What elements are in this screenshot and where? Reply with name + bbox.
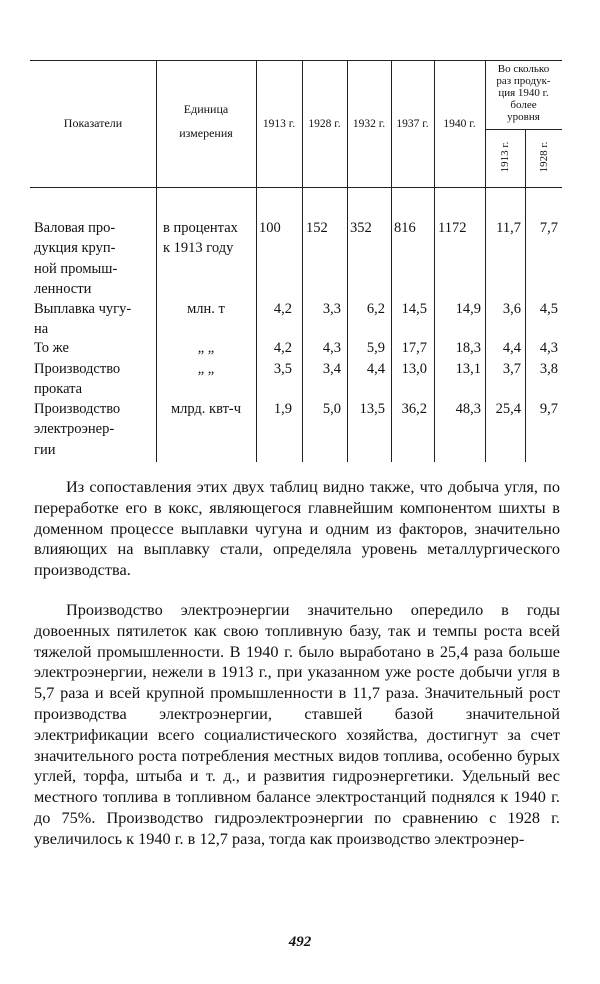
table-cell: 14,5 xyxy=(401,301,427,317)
table-cell: 352 xyxy=(350,220,372,236)
header-times-line: Во сколько xyxy=(497,63,550,75)
header-times-line: более xyxy=(510,99,537,111)
table-cell: 4,4 xyxy=(366,361,385,377)
table-cell: 9,7 xyxy=(539,401,558,417)
row-label-line: ной промыш- xyxy=(34,260,118,277)
table-cell: 14,9 xyxy=(455,301,481,317)
statistics-table xyxy=(30,60,562,462)
paragraph xyxy=(34,600,560,850)
table-cell: 3,4 xyxy=(322,361,341,377)
table-header-rule xyxy=(30,187,562,188)
row-label-line: ленности xyxy=(34,280,92,297)
row-unit: к 1913 году xyxy=(163,240,234,257)
page-number: 492 xyxy=(288,934,312,950)
row-unit: млрд. квт-ч xyxy=(170,401,242,417)
header-year: 1937 г. xyxy=(396,118,429,130)
header-year: 1932 г. xyxy=(352,118,386,130)
header-year: 1913 г. xyxy=(262,118,296,130)
header-year: 1940 г. xyxy=(443,118,476,130)
table-cell: 13,5 xyxy=(359,401,385,417)
header-times-line: ция 1940 г. xyxy=(498,87,549,99)
row-unit: в процентах xyxy=(163,220,238,236)
table-cell: 13,1 xyxy=(455,361,481,377)
row-unit: млн. т xyxy=(187,301,225,317)
times-group-rule xyxy=(485,129,562,130)
header-unit-line1: Единица xyxy=(183,102,229,116)
row-label-line: электроэнер- xyxy=(34,421,115,438)
table-cell: 100 xyxy=(259,220,281,236)
table-cell: 1172 xyxy=(438,220,467,236)
row-unit: „ „ xyxy=(197,361,215,377)
table-cell: 5,9 xyxy=(366,340,385,356)
header-times-line: раз продук- xyxy=(496,75,551,87)
row-label-line: Производство xyxy=(34,401,121,417)
table-cell: 4,2 xyxy=(273,301,292,317)
table-cell: 25,4 xyxy=(495,401,521,417)
row-label-line: гии xyxy=(34,441,56,458)
table-cell: 4,2 xyxy=(273,340,292,356)
table-cell: 3,8 xyxy=(539,361,558,377)
header-year: 1928 г. xyxy=(308,118,341,130)
table-cell: 4,4 xyxy=(502,340,521,356)
header-times-1928: 1928 г. xyxy=(538,141,550,173)
row-label-line: на xyxy=(34,321,49,338)
table-cell: 3,5 xyxy=(273,361,292,377)
header-times-line: уровня xyxy=(507,111,540,123)
table-cell: 152 xyxy=(306,220,328,236)
table-cell: 7,7 xyxy=(539,220,558,236)
table-cell: 5,0 xyxy=(322,401,341,417)
table-cell: 1,9 xyxy=(273,401,292,417)
paragraph xyxy=(34,477,560,581)
header-indicator: Показатели xyxy=(63,116,123,130)
col-divider xyxy=(525,129,526,462)
table-cell: 4,5 xyxy=(539,301,558,317)
row-label-line: дукция круп- xyxy=(34,240,116,257)
paragraph-text: Производство электроэнергии значительно опередило в годы довоенных пятилеток как свою топливную базу, так и темпы роста всей тяжелой промышленности. В 1940 г. было выработано в 25,4 раза больше электроэнергии, нежели в 1913 г., при указанном уже росте добычи угля в 5,7 раза и всей крупной промышленности в 11,7 раза. Значительный рост производства электроэнергии, ставшей базой значительной электрификации всего социалистического хозяйства, достигнут за счет значительного роста потребления местных видов топлива, особенно бурых углей, торфа, штыба и т. д., и развития гидроэнергетики. Удельный вес местного топлива в топливном балансе электростанций поднялся к 1940 г. до 75%. Производство гидроэлектроэнергии по сравнению с 1928 г. увеличилось к 1940 г. в 12,7 раза, тогда как производство электроэнер- xyxy=(34,600,560,848)
row-unit: „ „ xyxy=(197,340,215,356)
table-cell: 13,0 xyxy=(401,361,427,377)
table-cell: 3,7 xyxy=(502,361,521,377)
table-top-rule xyxy=(30,60,562,61)
table-cell: 11,7 xyxy=(496,220,521,236)
table-cell: 4,3 xyxy=(539,340,558,356)
row-label-line: То же xyxy=(34,340,69,356)
header-unit-line2: измерения xyxy=(179,126,233,140)
table-cell: 36,2 xyxy=(401,401,427,417)
table-cell: 3,3 xyxy=(322,301,341,317)
row-label-line: Производство xyxy=(34,361,121,377)
table-cell: 4,3 xyxy=(322,340,341,356)
table-cell: 48,3 xyxy=(455,401,481,417)
table-cell: 816 xyxy=(394,220,416,236)
table-cell: 18,3 xyxy=(455,340,481,356)
table-cell: 17,7 xyxy=(401,340,427,356)
table-cell: 6,2 xyxy=(366,301,385,317)
table-cell: 3,6 xyxy=(502,301,521,317)
row-label-line: Выплавка чугу- xyxy=(34,301,132,317)
paragraph-text: Из сопоставления этих двух таблиц видно также, что добыча угля, по переработке его в кокс, являющегося главнейшим компонентом шихты в доменном процессе выплавки чугуна и одним из факторов, значительно влияющих на выплавку стали, определяла уровень металлургического производства. xyxy=(34,477,560,580)
header-times-1913: 1913 г. xyxy=(499,141,511,173)
row-label-line: Валовая про- xyxy=(34,220,116,236)
row-label-line: проката xyxy=(34,381,83,398)
